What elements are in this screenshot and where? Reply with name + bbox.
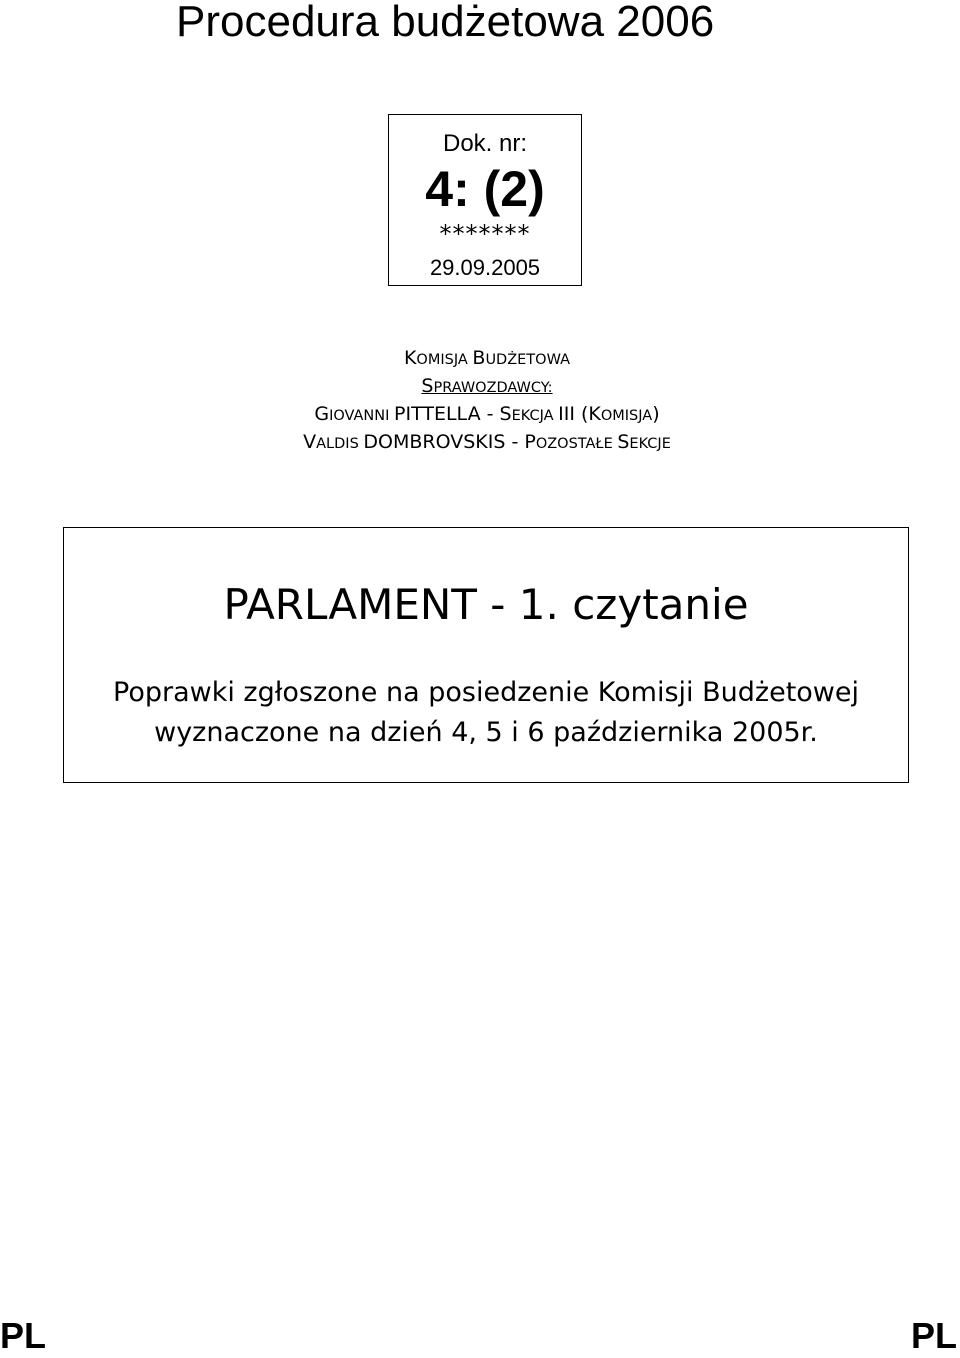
- committee-name: KOMISJA BUDŻETOWA: [403, 347, 571, 369]
- document-number-box: [388, 114, 582, 286]
- committee-block: [0, 344, 960, 456]
- rapporteur-1: GIOVANNI PITTELLA - SEKCJA III (KOMISJA): [314, 403, 660, 425]
- footer-language-left: PL: [0, 1315, 47, 1356]
- amendments-line-2: wyznaczone na dzień 4, 5 i 6 października 2005r.: [154, 717, 818, 748]
- page-title: Procedura budżetowa 2006: [176, 0, 715, 46]
- reading-box: [63, 527, 909, 783]
- document-number-label: Dok. nr:: [442, 130, 528, 157]
- document-number: 4: (2): [425, 161, 545, 217]
- rapporteur-2: VALDIS DOMBROVSKIS - POZOSTAŁE SEKCJE: [303, 431, 671, 453]
- rapporteurs-heading: SPRAWOZDAWCY:: [421, 375, 553, 397]
- document-date: 29.09.2005: [429, 255, 541, 280]
- document-stars: *******: [439, 220, 531, 248]
- amendments-line-1: Poprawki zgłoszone na posiedzenie Komisji Budżetowej: [113, 677, 859, 708]
- reading-title: PARLAMENT - 1. czytanie: [223, 580, 749, 629]
- footer-language-right: PL: [910, 1315, 957, 1356]
